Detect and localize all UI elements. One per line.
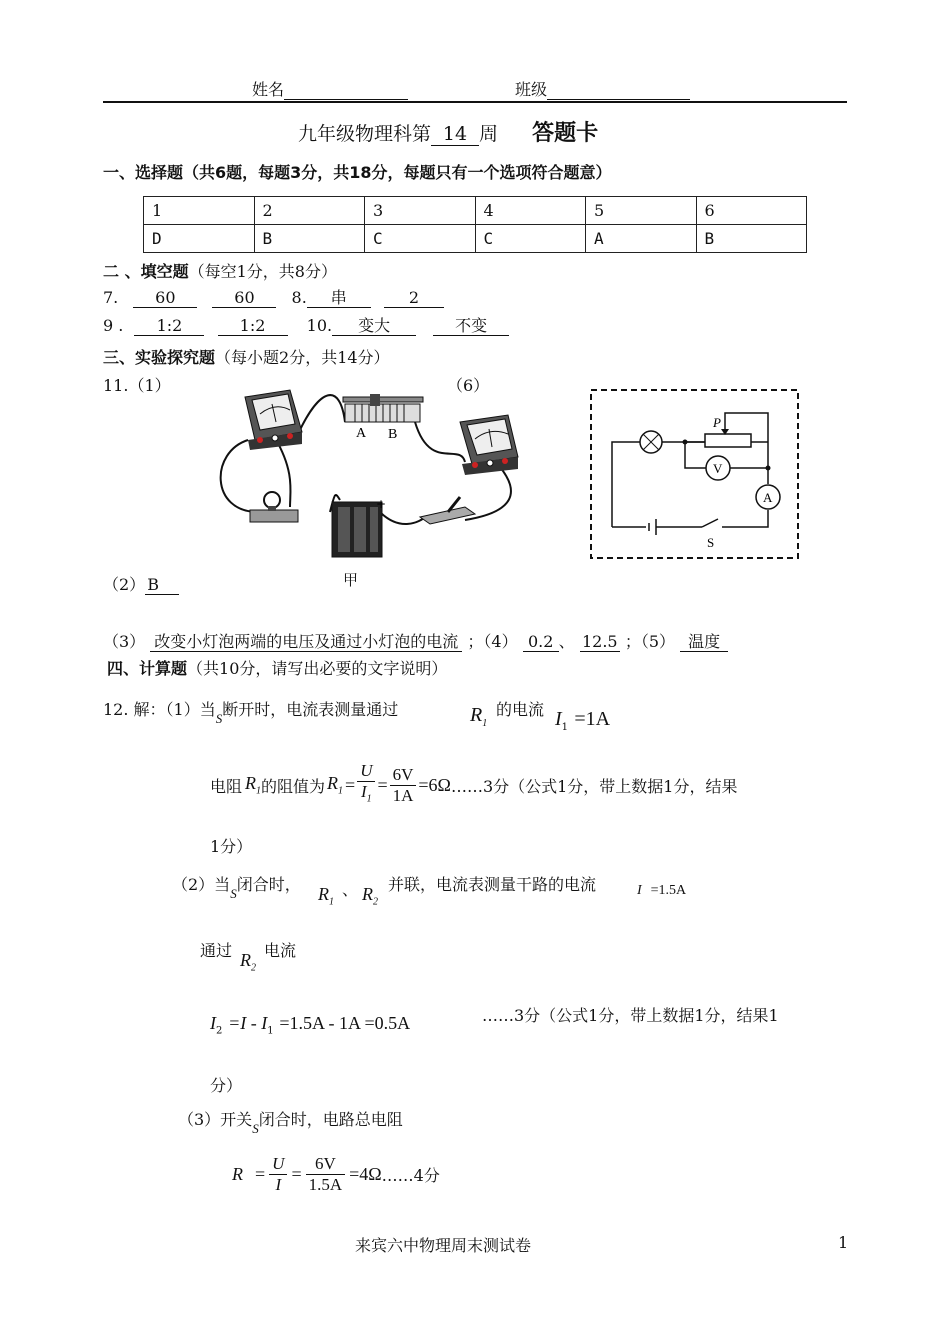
switch-symbol: S xyxy=(252,1121,259,1136)
name-blank[interactable] xyxy=(284,81,408,100)
table-cell: 4 xyxy=(475,197,586,225)
resist-text2: 的阻值为 xyxy=(261,776,326,796)
i2-expr: =I - xyxy=(228,1013,262,1033)
q4-answer-a: 0.2 xyxy=(523,633,559,652)
r-total-result: =4Ω xyxy=(349,1163,382,1184)
u-over-i1: $\frac{U}{I_1}$ xyxy=(357,761,375,809)
part2-a: （2）当 xyxy=(172,875,231,894)
lamp-icon xyxy=(640,431,662,453)
table-cell: 1 xyxy=(144,197,255,225)
q12-part3-line xyxy=(178,1107,403,1136)
resist-text: 电阻 xyxy=(210,776,243,796)
page-title xyxy=(298,116,598,147)
q9-q10-line xyxy=(103,316,509,336)
table-row xyxy=(144,225,807,253)
i2-result: =1.5A - 1A =0.5A xyxy=(279,1013,411,1033)
q12-intro3: 的电流 xyxy=(496,700,545,719)
q9-answer-b: 1:2 xyxy=(218,317,288,336)
r1-lhs: $R_1$ xyxy=(327,773,344,797)
wire xyxy=(722,510,768,527)
r1-letter: R xyxy=(327,773,339,794)
r1-letter: R xyxy=(318,884,329,904)
frac-den: 1.5A xyxy=(308,1174,343,1194)
class-blank[interactable] xyxy=(547,81,690,100)
q11-part3-5 xyxy=(103,629,728,652)
q11-part2 xyxy=(103,572,179,595)
score3-text: ……4分 xyxy=(381,1165,440,1185)
table-cell: 3 xyxy=(365,197,476,225)
frac-num: U xyxy=(357,761,375,782)
table-cell: B xyxy=(696,225,807,253)
r1-calc-line: 电阻 $R_1$ 的阻值为 $R_1$ = $\frac{U}{I_1}$ = $\frac{6V}{1A}$ =6Ω ……3分（公式1分，带上数据1分，结果 xyxy=(210,761,737,809)
rheostat-label-b: B xyxy=(388,427,398,442)
q8-answer-a: 串 xyxy=(307,289,371,308)
dashed-border xyxy=(591,390,798,558)
r1-letter: R xyxy=(470,704,483,726)
voltmeter-label: V xyxy=(713,461,723,476)
table-cell: 2 xyxy=(254,197,365,225)
circuit-diagram xyxy=(590,389,800,559)
title-week: 14 xyxy=(431,123,479,146)
table-cell: C xyxy=(475,225,586,253)
q2-answer: B xyxy=(145,576,179,595)
svg-text:-: - xyxy=(334,488,339,502)
switch-symbol: S xyxy=(215,711,223,726)
section4-heading-note: （共10分，请写出必要的文字说明） xyxy=(187,659,448,678)
footer-school: 来宾六中物理周末测试卷 xyxy=(355,1236,532,1255)
table-cell: B xyxy=(254,225,365,253)
q11-part6-label: （6） xyxy=(447,376,490,395)
section2-heading-note: （每空1分，共8分） xyxy=(188,262,337,281)
rheostat xyxy=(343,394,423,422)
q4-sep: 、 xyxy=(558,632,575,651)
class-label: 班级 xyxy=(515,80,548,99)
meter-right xyxy=(460,415,518,475)
section3-heading xyxy=(103,345,390,368)
score2-text: ……3分（公式1分，带上数据1分，结果1 xyxy=(482,1006,779,1025)
section2-heading-bold: 二 、填空题 xyxy=(103,262,189,281)
name-field xyxy=(252,77,408,100)
class-field xyxy=(515,77,690,100)
frac-den: 1A xyxy=(392,785,414,805)
slider-label: P xyxy=(713,415,721,430)
r2-symbol: $R_2$ xyxy=(362,884,378,908)
q12-intro2: 断开时，电流表测量通过 xyxy=(222,700,399,719)
part2-c: 、 xyxy=(342,880,359,899)
table-cell: C xyxy=(365,225,476,253)
r1-symbol-2: $R_1$ xyxy=(318,884,334,908)
ammeter-label: A xyxy=(763,490,773,505)
table-row xyxy=(144,197,807,225)
6v-over-15a xyxy=(306,1154,346,1195)
table-cell: D xyxy=(144,225,255,253)
6v-over-1a xyxy=(390,765,417,806)
section4-heading-bold: 四、计算题 xyxy=(107,659,188,678)
u-over-i xyxy=(269,1154,287,1195)
frac-num: 6V xyxy=(390,765,417,786)
q10-answer-a: 变大 xyxy=(332,317,416,336)
frac-num: 6V xyxy=(306,1154,346,1175)
i1-value: =1A xyxy=(574,708,611,730)
i-total xyxy=(637,882,686,899)
section1-heading: 一、选择题（共6题，每题3分，共18分，每题只有一个选项符合题意） xyxy=(103,163,612,182)
figure-caption: 甲 xyxy=(343,571,359,589)
name-label: 姓名 xyxy=(252,80,285,99)
q8-label: 8. xyxy=(291,288,307,307)
q5-answer: 温度 xyxy=(680,633,728,652)
wire xyxy=(730,468,768,484)
i1-letter: I xyxy=(261,1013,268,1033)
table-cell: 6 xyxy=(696,197,807,225)
table-cell: A xyxy=(586,225,697,253)
q9-label: 9 . xyxy=(103,316,124,335)
q10-answer-b: 不变 xyxy=(433,317,509,336)
through-text: 通过 xyxy=(200,941,233,960)
apparatus-figure xyxy=(210,382,540,574)
q3-label: （3） xyxy=(103,632,146,651)
page-number: 1 xyxy=(838,1233,849,1252)
q12-intro: 12. 解：（1）当 xyxy=(103,700,216,719)
q11-part1-label: 11.（1） xyxy=(103,376,171,395)
i-letter: I xyxy=(637,883,642,898)
wire xyxy=(221,440,258,512)
q8-answer-b: 2 xyxy=(384,289,444,308)
q12-part2-line xyxy=(172,872,301,901)
wire xyxy=(298,395,345,434)
frac-den: I xyxy=(275,1174,282,1194)
q12-line1 xyxy=(103,697,399,726)
wire xyxy=(612,442,640,527)
frac-num: U xyxy=(269,1154,287,1175)
q7-q8-line xyxy=(103,288,444,308)
answer-table xyxy=(143,196,807,253)
total-resistance-line: R = $\frac{U}{I}$ = $\frac{6V}{1.5A}$ =4Ω ……4分 xyxy=(232,1153,440,1194)
frac-den: I xyxy=(360,781,367,801)
i2-equation: $I_2 =I - I_1 =1.5A - 1A =0.5A$ xyxy=(210,1013,411,1037)
q7-answer-a: 60 xyxy=(133,289,197,308)
r1-letter: R xyxy=(245,773,257,794)
r1-symbol: $R_1$ xyxy=(470,704,488,729)
i-value: =1.5A xyxy=(650,883,687,898)
q7-answer-b: 60 xyxy=(212,289,276,308)
title-card: 答题卡 xyxy=(532,121,599,146)
score2-end: 分） xyxy=(210,1076,243,1095)
score1-text: ……3分（公式1分，带上数据1分，结果 xyxy=(450,776,738,796)
r-total: R xyxy=(232,1163,243,1184)
q3-answer: 改变小灯泡两端的电压及通过小灯泡的电流 xyxy=(150,633,462,652)
r1-inline: $R_1$ xyxy=(245,773,262,797)
meter-left xyxy=(245,390,302,450)
wire xyxy=(685,442,706,468)
q5-label: ；（5） xyxy=(624,632,676,651)
part2-d: 并联，电流表测量干路的电流 xyxy=(388,875,597,894)
section4-heading xyxy=(107,656,447,679)
q9-answer-a: 1:2 xyxy=(134,317,204,336)
section2-heading xyxy=(103,259,337,282)
r1-result: =6Ω xyxy=(418,774,451,795)
q4-label: ；（4） xyxy=(467,632,518,651)
rheostat-label-a: A xyxy=(356,426,367,441)
r-letter: R xyxy=(362,884,373,904)
svg-text:+: + xyxy=(376,497,387,511)
q10-label: 10. xyxy=(306,316,333,335)
q4-answer-b: 12.5 xyxy=(580,633,620,652)
wire xyxy=(380,512,425,524)
current-text: 电流 xyxy=(264,941,297,960)
section3-heading-note: （每小题2分，共14分） xyxy=(215,348,390,367)
wire xyxy=(415,422,465,462)
r-letter: R xyxy=(240,950,251,970)
i1-equation: $I_1 =1A$ xyxy=(555,708,611,733)
part2-b: 闭合时， xyxy=(236,875,301,894)
i1-letter: I xyxy=(555,708,562,730)
switch-symbol: S xyxy=(230,886,237,901)
i2-letter: I xyxy=(210,1013,216,1033)
resistor xyxy=(705,434,751,447)
table-cell: 5 xyxy=(586,197,697,225)
q2-label: （2） xyxy=(103,575,146,594)
section3-heading-bold: 三、实验探究题 xyxy=(103,348,216,367)
title-suffix: 周 xyxy=(479,123,499,145)
wire xyxy=(725,413,768,468)
title-prefix: 九年级物理科第 xyxy=(298,123,432,145)
header-rule xyxy=(103,101,847,103)
part3-b: 闭合时，电路总电阻 xyxy=(258,1110,403,1129)
score1-end: 1分） xyxy=(210,837,253,856)
switch-label: S xyxy=(707,535,715,550)
q7-label: 7. xyxy=(103,288,119,307)
part3-a: （3）开关 xyxy=(178,1110,253,1129)
r2-symbol-2: $R_2$ xyxy=(240,950,256,974)
